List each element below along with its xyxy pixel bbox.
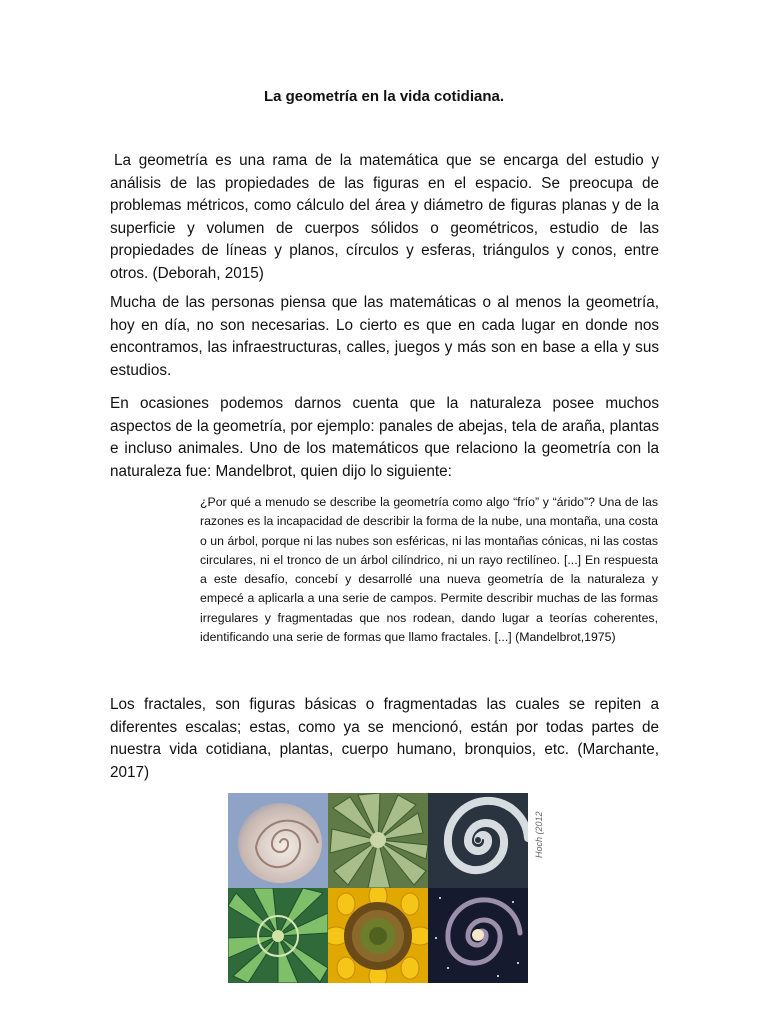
paragraph-necessity: Mucha de las personas piensa que las matemáticas o al menos la geometría, hoy en día, no son necesarias. Lo cierto es que en cada lugar en donde nos encontramos, las infraestructuras, calles, juegos y más son en base a ella y sus estudios. bbox=[110, 294, 659, 379]
mandelbrot-quote: ¿Por qué a menudo se describe la geometría como algo “frío” y “árido”? Una de las razones es la incapacidad de describir la forma de la nube, una montaña, una costa o un árbol, porque ni las nubes son esféricas, ni las montañas cónicas, ni las costas circulares, ni el tronco de un árbol cilíndrico, ni un rayo rectilíneo. [...] En respuesta a este desafío, concebí y desarrollé una nueva geometría de la naturaleza y empecé a aplicarla a una serie de campos. Permite describir muchas de las formas irregulares y fragmentadas que nos rodean, dando lugar a teorías coherentes, identificando una serie de formas que llamo fractales. [...] (Mandelbrot,1975) bbox=[200, 495, 658, 645]
agave-plant-image bbox=[228, 888, 328, 983]
nautilus-shell-image bbox=[228, 793, 328, 888]
paragraph-fractals: Los fractales, son figuras básicas o fragmentadas las cuales se repiten a diferentes escalas; estas, como ya se mencionó, están por todas partes de nuestra vida cotidiana, plantas, cuerpo humano, bronquios, etc. (Marchante, 2017) bbox=[110, 696, 659, 781]
sunflower-image bbox=[328, 888, 428, 983]
spiral-galaxy-image bbox=[428, 888, 528, 983]
paragraph-definition: La geometría es una rama de la matemática que se encarga del estudio y análisis de las propiedades de las figuras en el espacio. Se preocupa de problemas métricos, como cálculo del área y diámetro de figuras planas y de la superficie y volumen de cuerpos sólidos o geométricos, estudio de las propiedades de líneas y planos, círculos y esferas, triángulos y conos, entre otros. (Deborah, 2015) bbox=[110, 152, 659, 282]
figure-credit: Hoch (2012 bbox=[534, 811, 544, 858]
hurricane-image bbox=[428, 793, 528, 888]
fractal-image-mosaic bbox=[228, 793, 528, 983]
document-title: La geometría en la vida cotidiana. bbox=[263, 88, 505, 105]
succulent-spiral-image bbox=[328, 793, 428, 888]
paragraph-nature: En ocasiones podemos darnos cuenta que la naturaleza posee muchos aspectos de la geometría, por ejemplo: panales de abejas, tela de araña, plantas e incluso animales. Uno de los matemáticos que relaciono la geometría con la naturaleza fue: Mandelbrot, quien dijo lo siguiente: bbox=[110, 395, 659, 480]
